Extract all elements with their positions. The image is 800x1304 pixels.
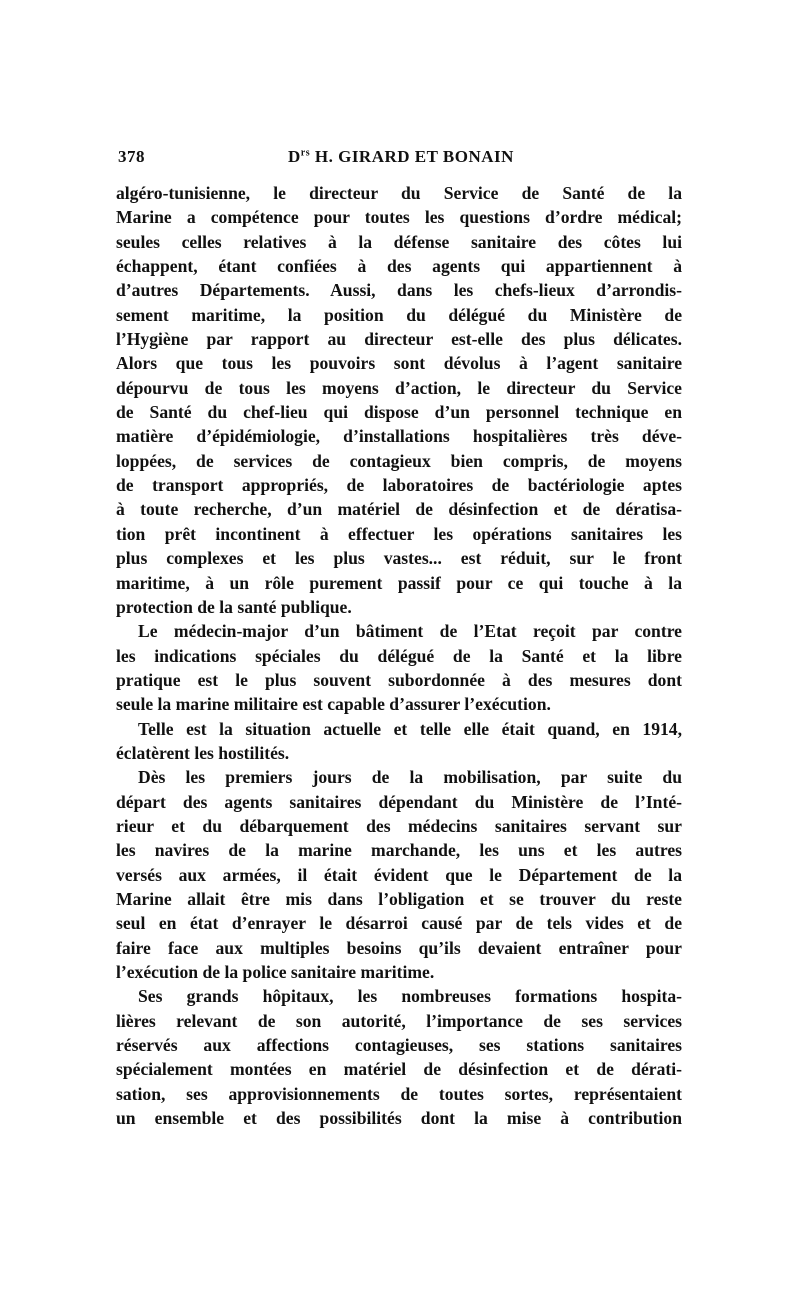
body-text xyxy=(116,181,682,1130)
text-line: Le médecin-major d’un bâtiment de l’Etat reçoit par contre xyxy=(138,621,682,642)
text-line: un ensemble et des possibilités dont la mise à contribution xyxy=(116,1108,682,1129)
text-line: loppées, de services de contagieux bien compris, de moyens xyxy=(116,450,682,471)
text-line: Marine allait être mis dans l’obligation et se trouver du reste xyxy=(116,888,682,909)
text-line: maritime, à un rôle purement passif pour ce qui touche à la xyxy=(116,572,682,593)
running-head xyxy=(118,147,680,171)
text-line: de Santé du chef-lieu qui dispose d’un personnel technique en xyxy=(116,402,682,423)
text-line: Alors que tous les pouvoirs sont dévolus à l’agent sanitaire xyxy=(116,353,682,374)
text-line: seul en état d’enrayer le désarroi causé par de tels vides et de xyxy=(116,913,682,934)
text-line: dépourvu de tous les moyens d’action, le directeur du Service xyxy=(116,377,682,398)
text-line: sation, ses approvisionnements de toutes sortes, représentaient xyxy=(116,1083,682,1104)
text-line: Dès les premiers jours de la mobilisation, par suite du xyxy=(138,767,682,788)
text-line: réservés aux affections contagieuses, ses stations sanitaires xyxy=(116,1035,682,1056)
text-line: seules celles relatives à la défense sanitaire des côtes lui xyxy=(116,231,682,252)
text-line: l’exécution de la police sanitaire maritime. xyxy=(116,962,435,982)
text-line: les navires de la marine marchande, les uns et les autres xyxy=(116,840,682,861)
text-line: seule la marine militaire est capable d’assurer l’exécution. xyxy=(116,694,551,715)
text-line: matière d’épidémiologie, d’installations hospitalières très déve- xyxy=(116,426,682,447)
header-title xyxy=(288,147,514,167)
text-line: pratique est le plus souvent subordonnée à des mesures dont xyxy=(116,669,682,690)
text-line: échappent, étant confiées à des agents qui appartiennent à xyxy=(116,256,682,277)
text-line: plus complexes et les plus vastes... est réduit, sur le front xyxy=(116,548,682,569)
text-line: lières relevant de son autorité, l’importance de ses services xyxy=(116,1010,682,1031)
text-line: rieur et du débarquement des médecins sanitaires servant sur xyxy=(116,815,682,836)
page-number: 378 xyxy=(118,147,145,166)
header-title-prefix: D xyxy=(288,147,301,166)
text-line: de transport appropriés, de laboratoires de bactériologie aptes xyxy=(116,475,682,496)
text-line: éclatèrent les hostilités. xyxy=(116,742,290,763)
text-line: l’Hygiène par rapport au directeur est-elle des plus délicates. xyxy=(116,329,682,350)
text-line: faire face aux multiples besoins qu’ils devaient entraîner pour xyxy=(116,937,682,958)
text-line: les indications spéciales du délégué de la Santé et la libre xyxy=(116,645,682,666)
text-line: sement maritime, la position du délégué du Ministère de xyxy=(116,304,682,325)
text-line: algéro-tunisienne, le directeur du Service de Santé de la xyxy=(116,183,682,203)
text-line: Marine a compétence pour toutes les questions d’ordre médical; xyxy=(116,207,682,228)
text-line: Ses grands hôpitaux, les nombreuses formations hospita- xyxy=(138,986,682,1007)
text-line: d’autres Départements. Aussi, dans les chefs-lieux d’arrondis- xyxy=(116,280,682,301)
text-line: protection de la santé publique. xyxy=(116,596,352,617)
text-line: versés aux armées, il était évident que le Département de la xyxy=(116,864,682,885)
text-line: Telle est la situation actuelle et telle elle était quand, en 1914, xyxy=(138,718,682,739)
text-line: départ des agents sanitaires dépendant du Ministère de l’Inté- xyxy=(116,791,682,812)
text-line: tion prêt incontinent à effectuer les opérations sanitaires les xyxy=(116,523,682,544)
header-title-sup: rs xyxy=(300,147,311,159)
text-line: spécialement montées en matériel de désinfection et de dérati- xyxy=(116,1059,682,1080)
header-title-rest: H. GIRARD ET BONAIN xyxy=(310,147,514,166)
text-line: à toute recherche, d’un matériel de désinfection et de dératisa- xyxy=(116,499,682,520)
